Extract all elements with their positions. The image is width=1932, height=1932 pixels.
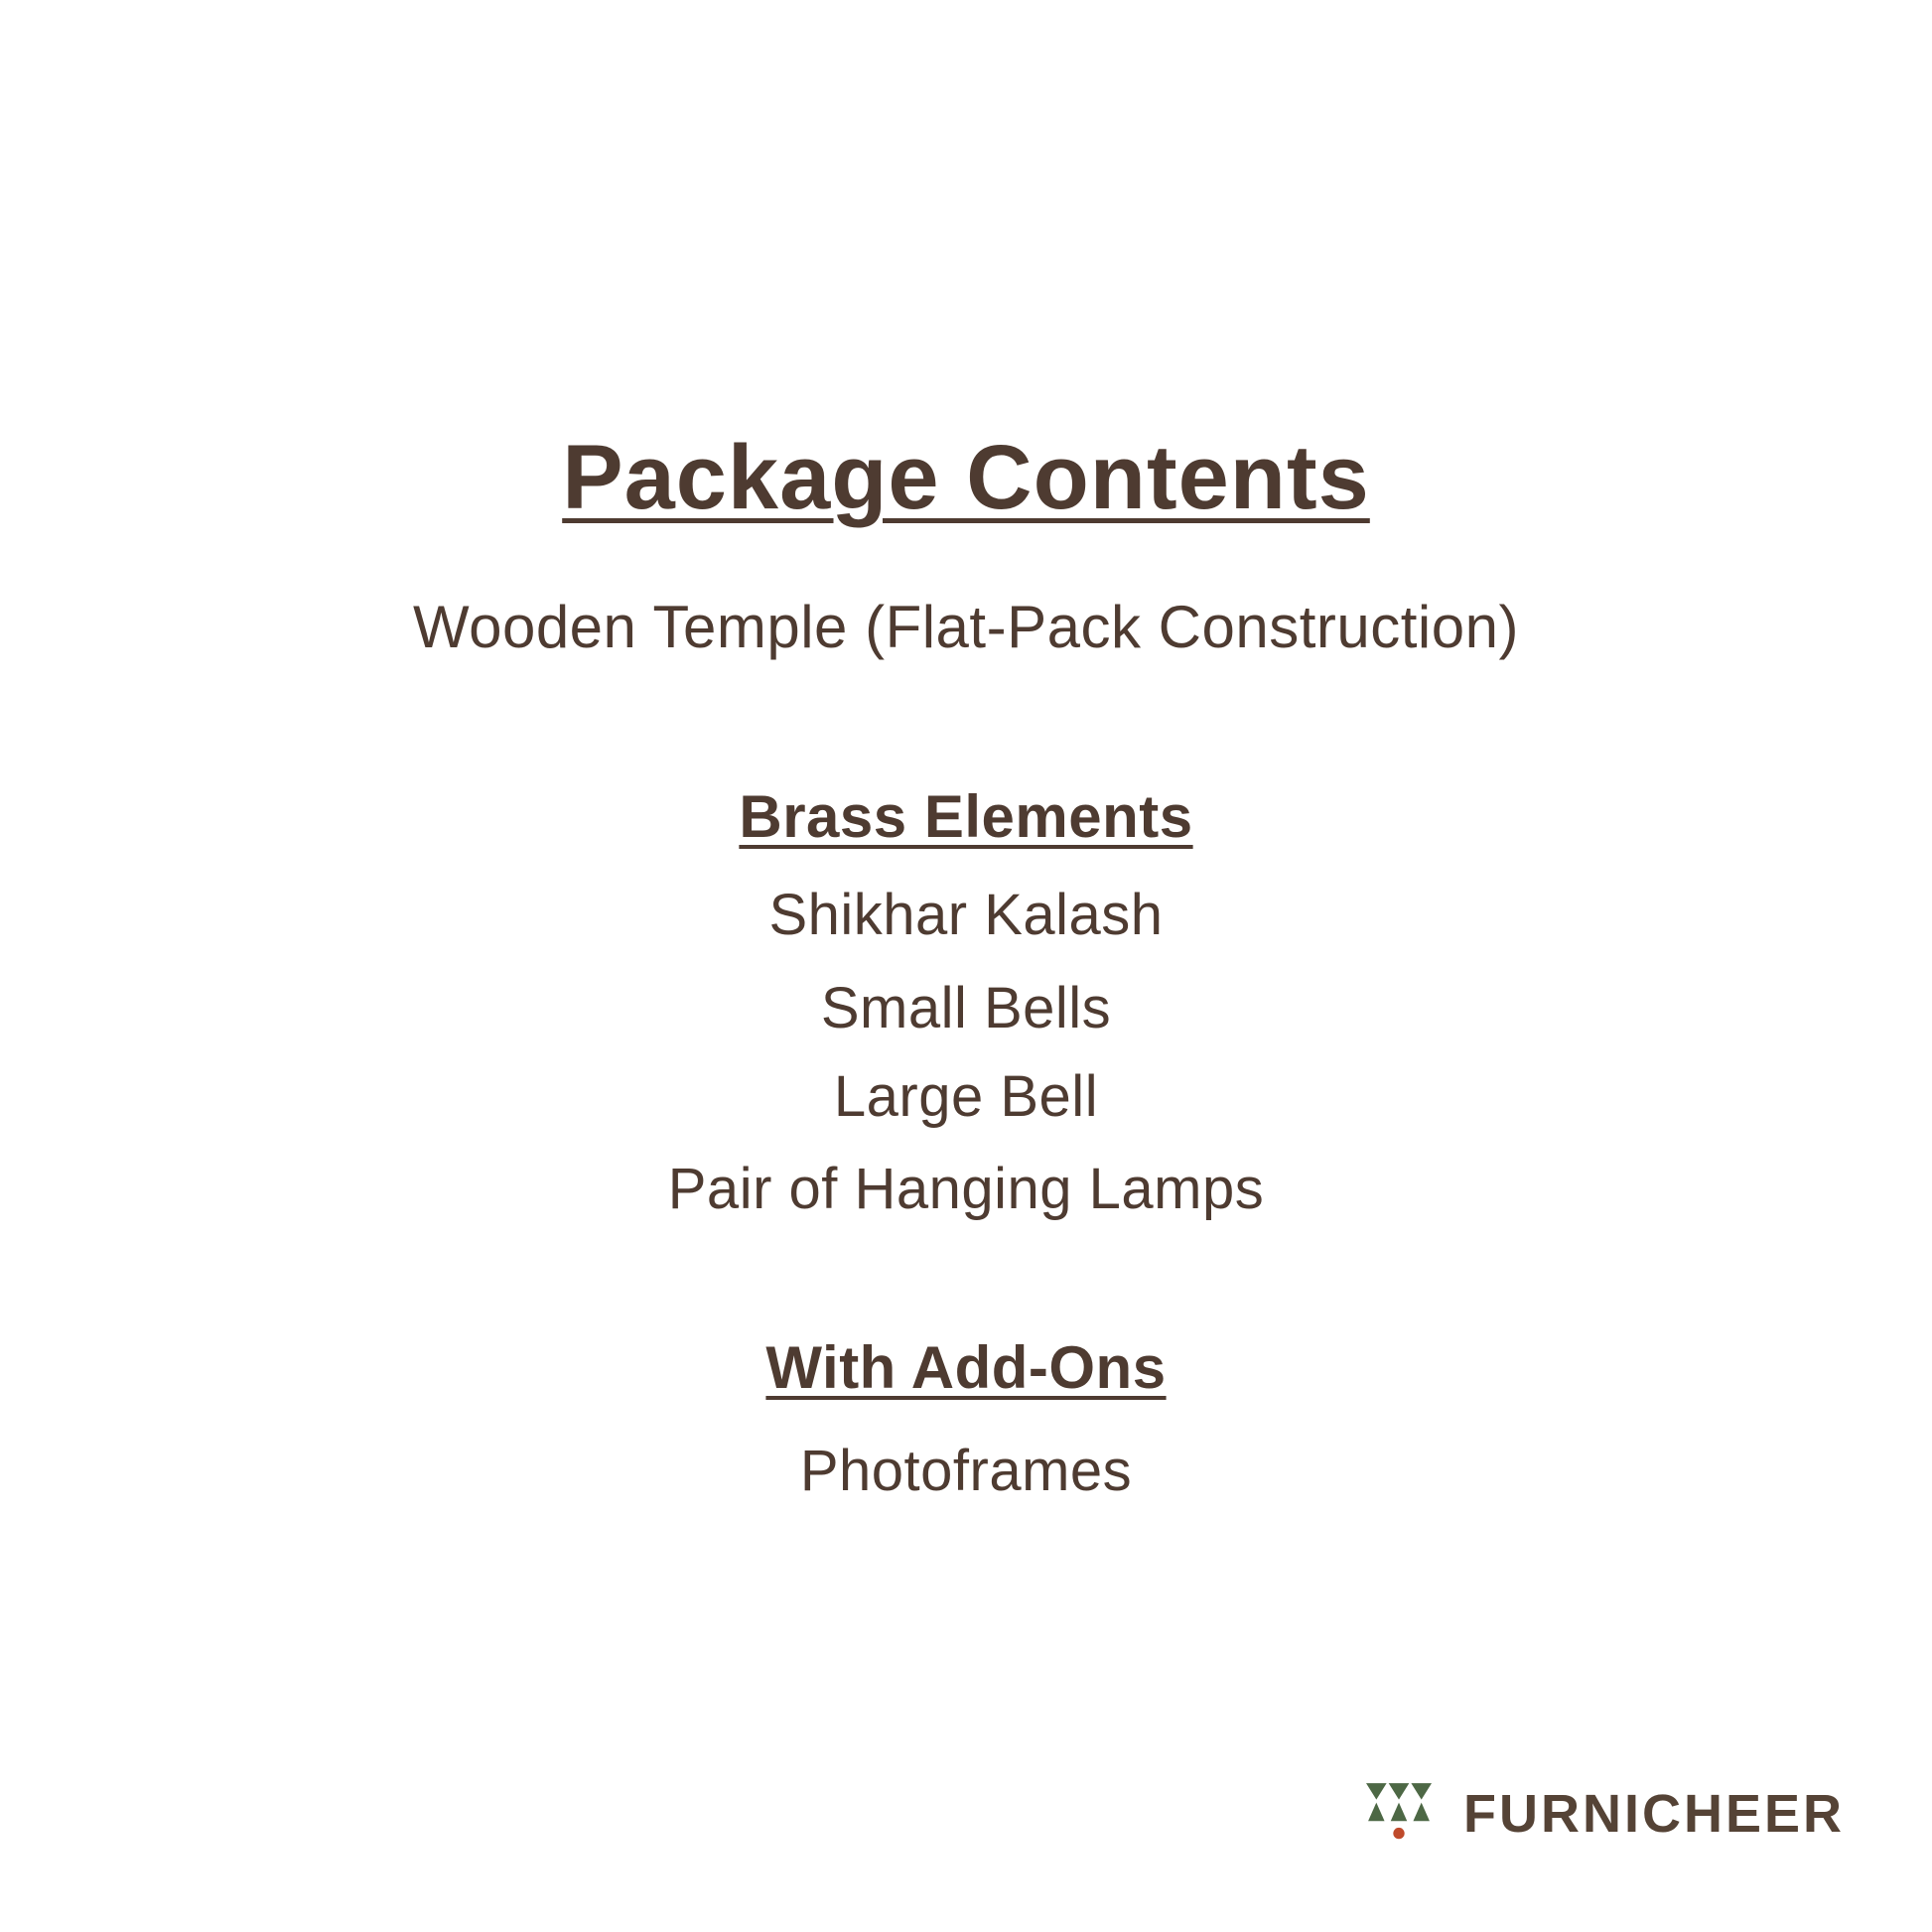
list-item: Large Bell: [833, 1064, 1099, 1129]
furnicheer-triangles-icon: [1366, 1783, 1432, 1845]
section-heading-with-add-ons: With Add-Ons: [765, 1334, 1167, 1401]
logo-dot: [1393, 1828, 1404, 1839]
section-heading-brass-elements: Brass Elements: [739, 783, 1193, 850]
list-item: Photoframes: [799, 1439, 1133, 1503]
list-item: Shikhar Kalash: [768, 883, 1164, 947]
brand-logo: [1366, 1783, 1845, 1845]
page-title: Package Contents: [562, 427, 1370, 528]
list-item: Small Bells: [820, 976, 1112, 1040]
brand-wordmark: FURNICHEER: [1462, 1784, 1845, 1844]
product-subtitle: Wooden Temple (Flat-Pack Construction): [413, 594, 1519, 660]
list-item: Pair of Hanging Lamps: [667, 1157, 1265, 1221]
